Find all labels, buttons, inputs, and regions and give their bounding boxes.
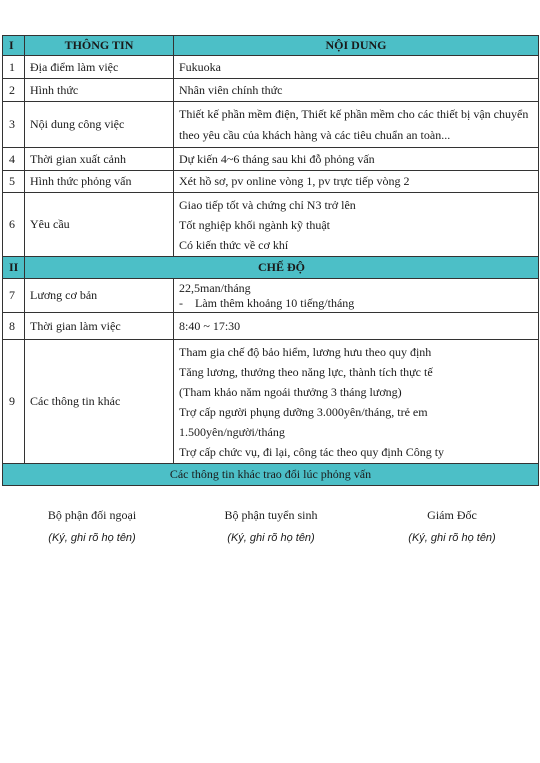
content-line: Xét hồ sơ, pv online vòng 1, pv trực tiếp vòng 2: [179, 174, 410, 188]
footer-note: Các thông tin khác trao đổi lúc phỏng vấn: [3, 464, 539, 486]
footer-row: [3, 464, 539, 486]
row-number: 4: [3, 148, 25, 171]
table-row: [3, 313, 539, 340]
section-number: I: [3, 36, 25, 56]
section-number: II: [3, 257, 25, 279]
content-line: Fukuoka: [179, 59, 221, 74]
job-info-sheet: [2, 35, 538, 486]
row-content: [174, 102, 539, 148]
row-number: 7: [3, 279, 25, 313]
row-number: 5: [3, 171, 25, 193]
signature-note: (Ký, ghi rõ họ tên): [408, 532, 496, 544]
content-line: Thiết kế phần mềm điện, Thiết kế phần mềm cho các thiết bị vận chuyển: [179, 106, 529, 121]
row-number: 2: [3, 79, 25, 102]
row-label: Hình thức phỏng vấn: [25, 171, 174, 193]
table-row: [3, 79, 539, 102]
row-label: Thời gian làm việc: [25, 313, 174, 340]
table-row: [3, 193, 539, 257]
content-line: Trợ cấp chức vụ, đi lại, công tác theo quy định Công ty: [179, 444, 445, 459]
row-content: [174, 171, 539, 193]
row-label: Địa điểm làm việc: [25, 56, 174, 79]
row-content: [174, 340, 539, 464]
row-label: Lương cơ bản: [25, 279, 174, 313]
content-line: Có kiến thức về cơ khí: [179, 237, 289, 252]
row-content: [174, 193, 539, 257]
content-line: Nhân viên chính thức: [179, 82, 283, 97]
signature-title: Giám Đốc: [427, 508, 477, 522]
table-row: [3, 279, 539, 313]
content-line: 1.500yên/người/tháng: [179, 424, 285, 439]
content-line: Giao tiếp tốt và chứng chỉ N3 trở lên: [179, 197, 356, 212]
signature-block-recruitment: [181, 508, 361, 544]
job-info-table: [2, 35, 539, 486]
row-number: 3: [3, 102, 25, 148]
table-row: [3, 56, 539, 79]
signature-title: Bộ phận tuyển sinh: [224, 508, 318, 522]
table-row: [3, 102, 539, 148]
signature-block-external-relations: [2, 508, 182, 544]
row-content: [174, 313, 539, 340]
row-content: [174, 56, 539, 79]
content-line: Tham gia chế độ bảo hiểm, lương hưu theo quy định: [179, 344, 432, 359]
content-line: Tăng lương, thưởng theo năng lực, thành tích thực tế: [179, 364, 433, 379]
row-content: [174, 279, 539, 313]
row-number: 1: [3, 56, 25, 79]
content-line: 8:40 ~ 17:30: [179, 318, 241, 333]
signature-note: (Ký, ghi rõ họ tên): [227, 532, 315, 544]
content-line: (Tham khảo năm ngoái thưởng 3 tháng lương): [179, 384, 402, 399]
content-line: theo yêu cầu của khách hàng và các tiêu chuẩn an toàn...: [179, 127, 451, 142]
signature-note: (Ký, ghi rõ họ tên): [48, 532, 136, 544]
content-line: Tốt nghiệp khối ngành kỹ thuật: [179, 217, 330, 232]
row-content: [174, 148, 539, 171]
content-line: Trợ cấp người phụng dưỡng 3.000yên/tháng, trẻ em: [179, 404, 428, 419]
table-row: [3, 340, 539, 464]
content-line: Dự kiến 4~6 tháng sau khi đỗ phỏng vấn: [179, 151, 375, 166]
signature-title: Bộ phận đối ngoại: [47, 508, 137, 522]
signature-block-director: [362, 508, 540, 544]
row-label: Yêu cầu: [25, 193, 174, 257]
table-row: [3, 148, 539, 171]
row-label: Thời gian xuất cảnh: [25, 148, 174, 171]
section-title: CHẾ ĐỘ: [25, 257, 539, 279]
row-number: 9: [3, 340, 25, 464]
row-content: [174, 79, 539, 102]
row-label: Hình thức: [25, 79, 174, 102]
column-header-content: NỘI DUNG: [174, 36, 539, 56]
section-header-info: [3, 36, 539, 56]
row-label: Các thông tin khác: [25, 340, 174, 464]
row-number: 8: [3, 313, 25, 340]
row-label: Nội dung công việc: [25, 102, 174, 148]
content-line: - Làm thêm khoảng 10 tiếng/tháng: [179, 295, 355, 310]
column-header-info: THÔNG TIN: [25, 36, 174, 56]
table-row: [3, 171, 539, 193]
content-line: 22,5man/tháng: [179, 280, 251, 295]
row-number: 6: [3, 193, 25, 257]
section-header-benefits: [3, 257, 539, 279]
